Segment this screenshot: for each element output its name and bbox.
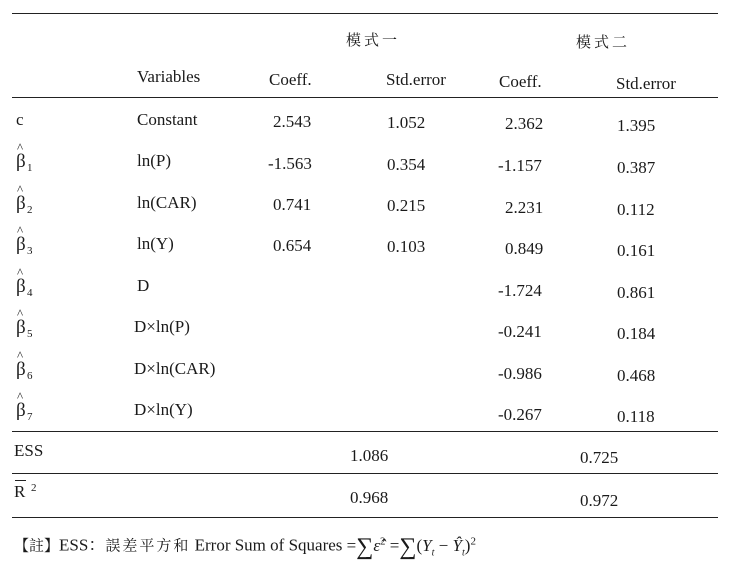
row-m2-std: 0.387 [617,158,656,177]
beta-2-symbol: ^ β 2 [16,182,33,216]
r2-m1-value: 0.968 [350,488,389,507]
ess-formula: =∑ε̂$^2$ $=\sum(Y_t$ − $Ŷ_t)^2$ [346,533,476,560]
row-m1-coeff: 0.741 [273,195,312,214]
ess-label: ESS [14,441,44,460]
row-variable: ln(Y) [137,234,174,253]
row-m2-coeff: 2.231 [505,198,544,217]
row-m1-std: 1.052 [387,113,426,132]
row-variable: D [137,276,150,295]
row-m1-coeff: 2.543 [273,112,312,131]
row-m1-coeff: -1.563 [268,154,312,173]
ess-m2-value: 0.725 [580,448,619,467]
model-2-header: 模式二 [576,33,631,51]
row-m2-std: 0.112 [617,200,655,219]
row-m2-std: 0.161 [617,241,656,260]
row-variable: ln(CAR) [137,193,197,212]
row-m2-coeff: -1.157 [498,156,542,175]
row-m2-coeff: 0.849 [505,239,544,258]
row-m1-std: 0.354 [387,155,426,174]
row-m2-std: 1.395 [617,116,656,135]
row-m2-std: 0.184 [617,324,656,343]
note-bracket-close: 】 [44,536,60,555]
row-variable: ln(P) [137,151,171,170]
row-m1-coeff: 0.654 [273,236,312,255]
row-m2-std: 0.118 [617,407,655,426]
note-tag: 註 [29,536,45,555]
row-m2-coeff: -0.986 [498,364,542,383]
note-english: Error Sum of Squares [190,535,347,555]
row-m2-coeff: -1.724 [498,281,542,300]
row-variable: Constant [137,110,198,129]
ess-m1-value: 1.086 [350,446,389,465]
ess-rule [12,473,718,474]
note-bracket-open: 【 [14,536,30,555]
top-rule [12,13,718,14]
row-variable: D×ln(P) [134,317,190,336]
row-m1-std: 0.103 [387,237,426,256]
beta-1-symbol: ^ β 1 [16,140,33,174]
beta-6-symbol: ^ β 6 [16,348,33,382]
footnote [14,530,476,564]
row-m1-std: 0.215 [387,196,426,215]
header-rule [12,97,718,98]
model-1-header: 模式一 [346,31,401,49]
col-header-m1-coeff: Coeff. [269,70,312,89]
note-cjk: 誤差平方和 [105,536,191,555]
col-header-m2-coeff: Coeff. [499,72,542,91]
col-header-variables: Variables [137,67,201,86]
body-rule [12,431,718,432]
col-header-m1-std: Std.error [386,70,446,89]
r2-m2-value: 0.972 [580,491,619,510]
beta-7-symbol: ^ β 7 [16,389,33,423]
beta-5-symbol: ^ β 5 [16,306,33,340]
note-lead: ESS： [59,535,106,555]
row-m2-coeff: -0.267 [498,405,542,424]
bottom-rule [12,517,718,518]
row-variable: D×ln(CAR) [134,359,216,378]
row-m2-coeff: -0.241 [498,322,542,341]
row-m2-std: 0.861 [617,283,656,302]
adjusted-r-squared-label: R 2 [14,482,37,501]
col-header-m2-std: Std.error [616,74,676,93]
row-variable: D×ln(Y) [134,400,193,419]
row-m2-std: 0.468 [617,366,656,385]
beta-3-symbol: ^ β 3 [16,223,33,257]
row-m2-coeff: 2.362 [505,114,544,133]
beta-4-symbol: ^ β 4 [16,265,33,299]
row-symbol: c [16,110,24,129]
